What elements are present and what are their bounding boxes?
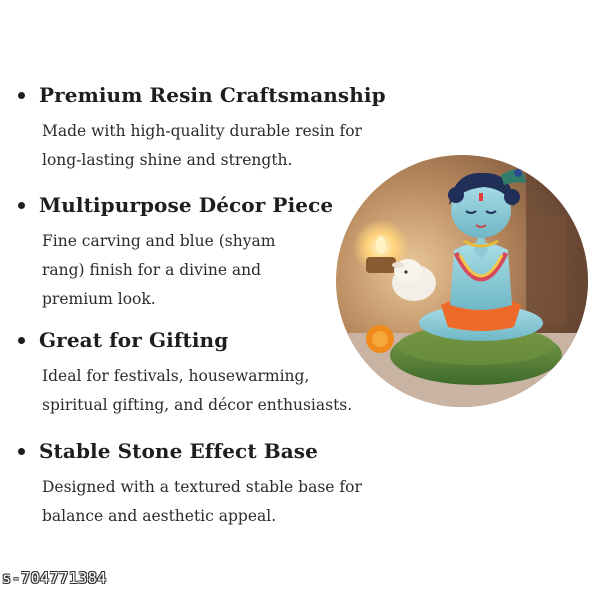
feature-description-line: Fine carving and blue (shyam [42, 232, 276, 250]
feature-description [42, 117, 386, 175]
feature-heading-text: Premium Resin Craftsmanship [39, 83, 386, 107]
feature-heading-text: Multipurpose Décor Piece [39, 193, 334, 217]
product-image [336, 155, 588, 407]
feature-heading [18, 328, 352, 352]
feature-great-for-gifting [18, 328, 352, 420]
sku-watermark: s-704771384 [2, 569, 107, 587]
krishna-idol-icon [336, 155, 588, 407]
feature-multipurpose-decor [18, 193, 333, 314]
feature-description-line: Designed with a textured stable base for [42, 478, 362, 496]
feature-heading-text: Great for Gifting [39, 328, 229, 352]
feature-heading [18, 193, 333, 217]
feature-description [42, 227, 333, 314]
feature-heading-text: Stable Stone Effect Base [39, 439, 318, 463]
feature-premium-resin [18, 83, 386, 175]
feature-description-line: Ideal for festivals, housewarming, [42, 367, 310, 385]
feature-stable-base [18, 439, 362, 531]
bullet-icon [18, 92, 25, 99]
feature-description-line: premium look. [42, 290, 156, 308]
feature-description-line: long-lasting shine and strength. [42, 151, 293, 169]
bullet-icon [18, 337, 25, 344]
bullet-icon [18, 448, 25, 455]
feature-description-line: balance and aesthetic appeal. [42, 507, 277, 525]
feature-description [42, 362, 352, 420]
feature-heading [18, 439, 362, 463]
feature-description-line: spiritual gifting, and décor enthusiasts. [42, 396, 353, 414]
feature-description [42, 473, 362, 531]
feature-description-line: rang) finish for a divine and [42, 261, 262, 279]
feature-description-line: Made with high-quality durable resin for [42, 122, 362, 140]
bullet-icon [18, 202, 25, 209]
feature-heading [18, 83, 386, 107]
